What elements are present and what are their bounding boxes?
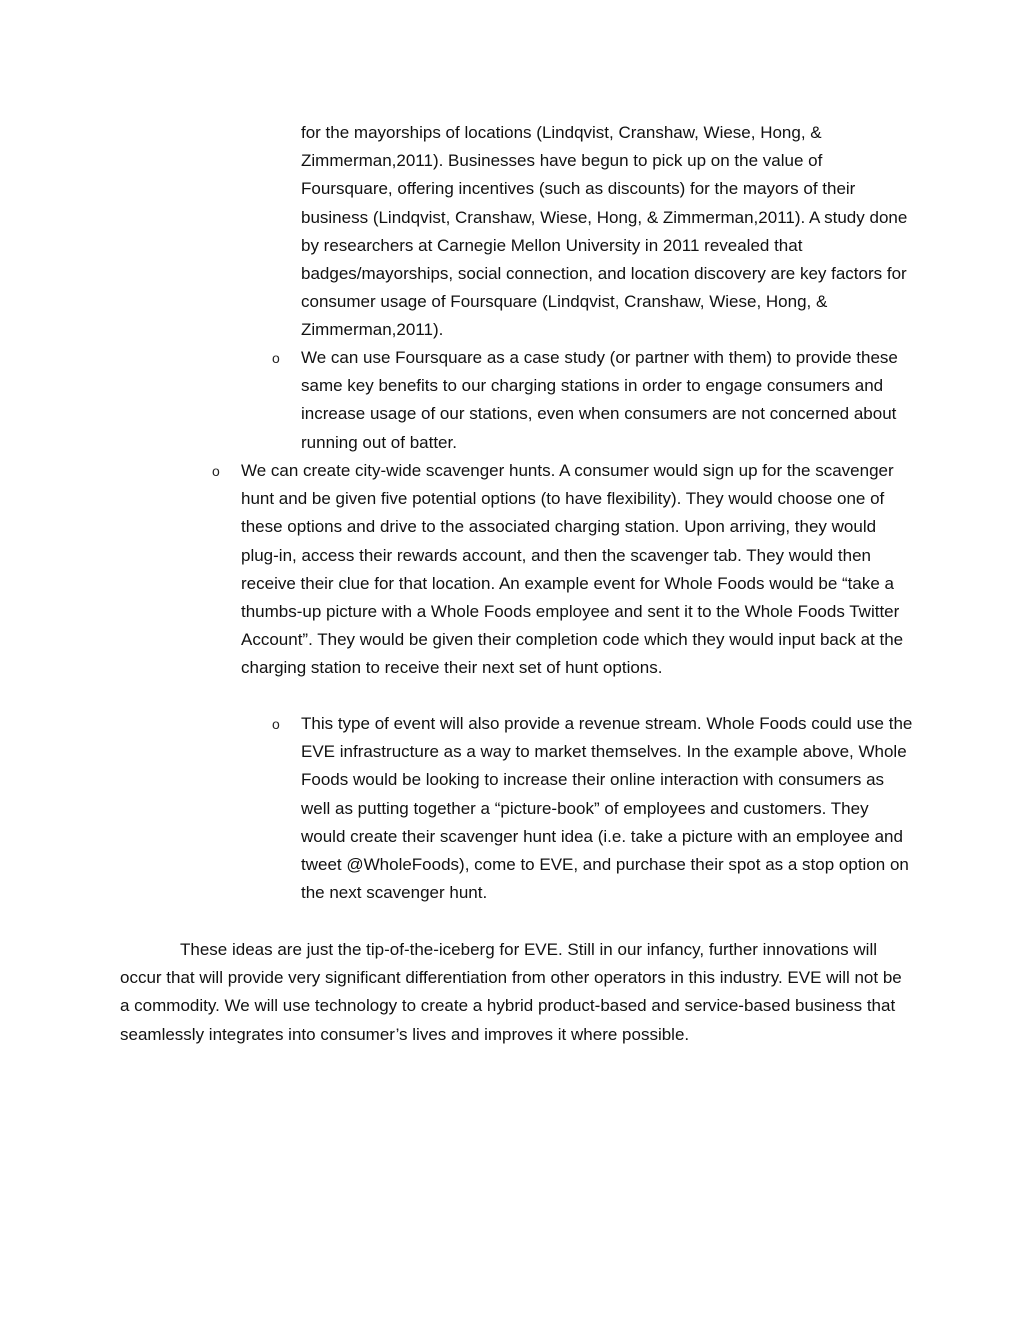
bullet-circle-icon: o xyxy=(212,463,220,479)
continuation-paragraph: for the mayorships of locations (Lindqvist, Cranshaw, Wiese, Hong, & Zimmerman,2011). Businesses have begun to pick up on the value of Foursquare, offering incentives (such as discounts) for the mayors of their business (Lindqvist, Cranshaw, Wiese, Hong, & Zimmerman,2011). A study done by researchers at Carnegie Mellon University in 2011 revealed that badges/mayorships, social connection, and location discovery are key factors for consumer usage of Foursquare (Lindqvist, Cranshaw, Wiese, Hong, & Zimmerman,2011). xyxy=(301,123,908,340)
list-item-scavenger-hunts: We can create city-wide scavenger hunts. A consumer would sign up for the scavenger hunt and be given five potential options (to have flexibility). They would choose one of these options and drive to the associated charging station. Upon arriving, they would plug-in, access their rewards account, and then the scavenger tab. They would then receive their clue for that location. An example event for Whole Foods would be “take a thumbs-up picture with a Whole Foods employee and sent it to the Whole Foods Twitter Account”. They would be given their completion code which they would input back at the charging station to receive their next set of hunt options. xyxy=(241,461,904,678)
list-item-revenue-stream: This type of event will also provide a revenue stream. Whole Foods could use the EVE infrastructure as a way to market themselves. In the example above, Whole Foods would be looking to increase their online interaction with consumers as well as putting together a “picture-book” of employees and customers. They would create their scavenger hunt idea (i.e. take a picture with an employee and tweet @WholeFoods), come to EVE, and purchase their spot as a stop option on the next scavenger hunt. xyxy=(301,714,913,903)
bullet-circle-icon: o xyxy=(272,716,280,732)
list-item-foursquare-case-study: We can use Foursquare as a case study (or partner with them) to provide these same key benefits to our charging stations in order to engage consumers and increase usage of our stations, even when consumers are not concerned about running out of batter. xyxy=(301,348,898,452)
closing-paragraph: These ideas are just the tip-of-the-iceberg for EVE. Still in our infancy, further innovations will occur that will provide very significant differentiation from other operators in this industry. EVE will not be a commodity. We will use technology to create a hybrid product-based and service-based business that seamlessly integrates into consumer’s lives and improves it where possible. xyxy=(120,940,902,1044)
bullet-circle-icon: o xyxy=(272,350,280,366)
